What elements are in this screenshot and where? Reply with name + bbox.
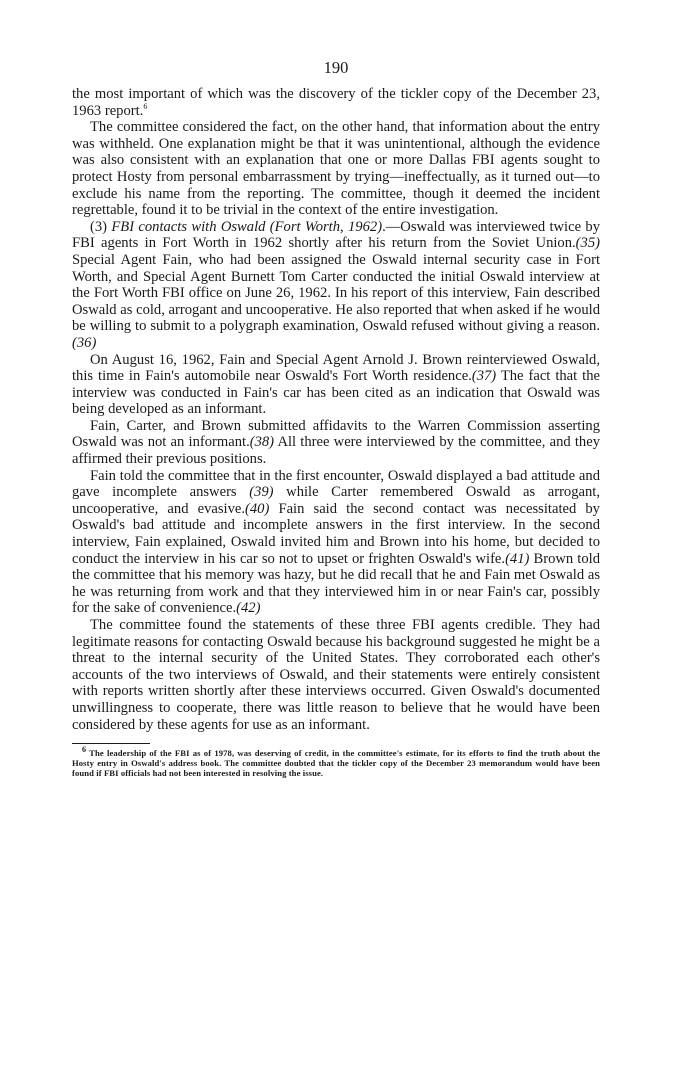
footnote-marker: 6 (143, 101, 148, 111)
paragraph-text: Brown told the committee that his memory was hazy, but he did recall that he and Fain met Oswald as he was returning from work and that they interviewed him in or near Fain's car, possibly for the sake of convenience. (72, 550, 600, 617)
paragraph-text: while Carter remembered Oswald as arrogant, uncooperative, and evasive. (72, 484, 601, 517)
paragraph-withheld-information (72, 119, 600, 219)
reference-note: (42) (236, 600, 261, 617)
paragraph-text: Fain told the committee that in the first encounter, Oswald displayed a bad attitude and gave incomplete answers (72, 467, 600, 501)
paragraph-text: Special Agent Fain, who had been assigned the Oswald internal security case in Fort Worth, and Special Agent Burnett Tom Carter conducted the initial Oswald interview at the Fort Worth FBI office on June 26, 1962. In his report of this interview, Fain described Oswald as cold, arrogant and uncooperative. He also reported that when asked if he would be willing to submit to a polygraph examination, Oswald refused without giving a reason. (72, 251, 600, 335)
section-number: (3) (90, 218, 112, 235)
paragraph-text: The fact that the interview was conducted in Fain's car has been cited as an indication that Oswald was being developed as an informant. (72, 368, 600, 418)
reference-note: (40) (245, 500, 270, 517)
reference-note: (38) (249, 434, 275, 451)
reference-note: (35) (575, 235, 600, 252)
paragraph-text: On August 16, 1962, Fain and Special Agent Arnold J. Brown reinterviewed Oswald, this time in Fain's automobile near Oswald's Fort Worth residence. (72, 351, 600, 385)
section-heading: FBI contacts with Oswald (Fort Worth, 1962) (111, 218, 383, 235)
reference-note: (39) (249, 484, 274, 501)
paragraph-text: the most important of which was the discovery of the tickler copy of the December 23, 1963 report. (72, 86, 600, 119)
footnote (72, 745, 601, 779)
paragraph-text: The committee considered the fact, on the other hand, that information about the entry was withheld. One explanation might be that it was unintentional, although the evidence was also consistent with an explanation that one or more Dallas FBI agents sought to protect Hosty from personal embarrassment by trying—ineffectually, as it turned out—to exclude his name from the reporting. The committee, though it deemed the incident regrettable, found it to be trivial in the context of the entire investigation. (72, 119, 600, 219)
footnote-text: The leadership of the FBI as of 1978, was deserving of credit, in the committee's estimate, for its efforts to find the truth about the Hosty entry in Oswald's address book. The committee doubted that the tickler copy of the December 23 memorandum would have been found if FBI officials had not been interested in resolving the issue. (72, 748, 601, 779)
paragraph-continuation (72, 86, 600, 119)
paragraph-committee-finding (72, 617, 600, 733)
paragraph-affidavits (72, 418, 600, 468)
paragraph-text: Fain said the second contact was necessitated by Oswald's bad attitude and incomplete answers in the first interview. In the second interview, Fain explained, Oswald invited him and Brown into his home, but decided to conduct the interview in his car so not to upset or frighten Oswald's wife. (72, 500, 600, 567)
paragraph-text: The committee found the statements of these three FBI agents credible. They had legitimate reasons for contacting Oswald because his background suggested he might be a threat to the internal security of the United States. They corroborated each other's accounts of the two interviews of Oswald, and their statements were entirely consistent with reports written shortly after these interviews occurred. Given Oswald's documented unwillingness to cooperate, there was little reason to believe that he would have been considered by these agents for use as an informant. (72, 617, 600, 733)
reference-note: (36) (72, 334, 97, 351)
footnote-divider (72, 743, 150, 744)
footnote-marker: 6 (82, 745, 87, 755)
page-number: 190 (323, 58, 349, 77)
paragraph-fbi-contacts (72, 219, 600, 352)
reference-note: (37) (471, 368, 497, 385)
paragraph-second-interview (72, 352, 600, 418)
paragraph-fain-testimony (72, 468, 600, 617)
paragraph-text: .—Oswald was interviewed twice by FBI agents in Fort Worth in 1962 shortly after his return from the Soviet Union. (72, 218, 600, 252)
paragraph-text: All three were interviewed by the committee, and they affirmed their previous positions. (72, 434, 600, 468)
document-page (72, 58, 600, 778)
paragraph-text: Fain, Carter, and Brown submitted affidavits to the Warren Commission asserting Oswald was not an informant. (72, 417, 600, 451)
reference-note: (41) (505, 550, 530, 567)
